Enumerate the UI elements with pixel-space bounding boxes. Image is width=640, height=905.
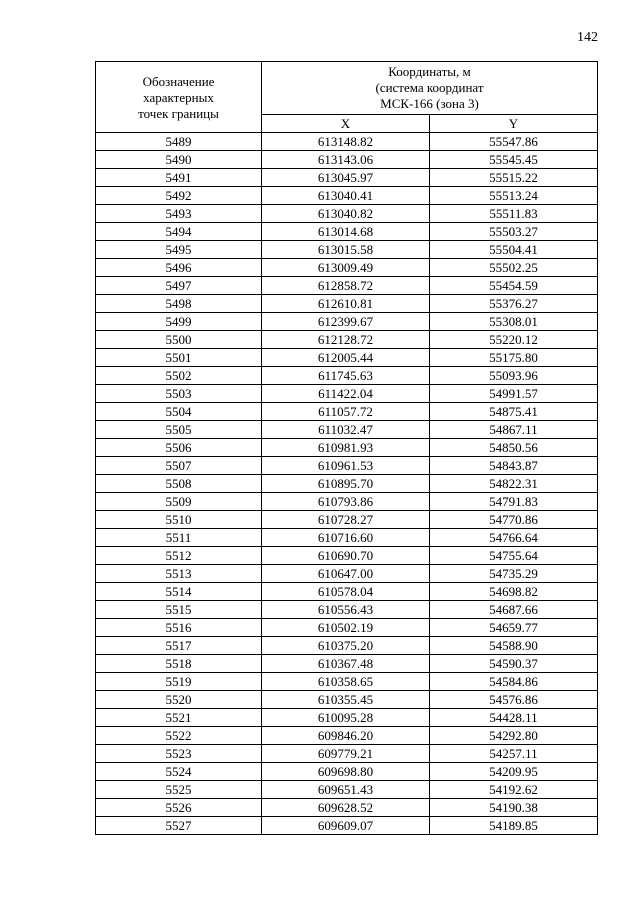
point-id-cell: 5524: [96, 763, 262, 781]
x-coordinate-cell: 613040.41: [262, 187, 430, 205]
table-row: [96, 511, 598, 529]
point-id-cell: 5507: [96, 457, 262, 475]
point-column-header: [96, 62, 262, 133]
table-row: [96, 619, 598, 637]
table-row: [96, 583, 598, 601]
x-coordinate-cell: 610793.86: [262, 493, 430, 511]
point-id-cell: 5509: [96, 493, 262, 511]
y-coordinate-cell: 55376.27: [430, 295, 598, 313]
coordinates-table: [95, 61, 598, 835]
point-id-cell: 5516: [96, 619, 262, 637]
table-row: [96, 277, 598, 295]
table-row: [96, 547, 598, 565]
point-id-cell: 5517: [96, 637, 262, 655]
y-coordinate-cell: 54687.66: [430, 601, 598, 619]
x-coordinate-cell: 610981.93: [262, 439, 430, 457]
x-coordinate-cell: 610367.48: [262, 655, 430, 673]
x-coordinate-cell: 610358.65: [262, 673, 430, 691]
table-row: [96, 205, 598, 223]
point-id-cell: 5512: [96, 547, 262, 565]
table-row: [96, 223, 598, 241]
x-coordinate-cell: 611032.47: [262, 421, 430, 439]
point-id-cell: 5489: [96, 133, 262, 151]
table-row: [96, 817, 598, 835]
x-coordinate-cell: 610728.27: [262, 511, 430, 529]
y-coordinate-cell: 54257.11: [430, 745, 598, 763]
y-coordinate-cell: 54850.56: [430, 439, 598, 457]
y-coordinate-cell: 55093.96: [430, 367, 598, 385]
point-id-cell: 5526: [96, 799, 262, 817]
y-coordinate-cell: 55503.27: [430, 223, 598, 241]
x-coordinate-cell: 611057.72: [262, 403, 430, 421]
y-coordinate-cell: 54755.64: [430, 547, 598, 565]
table-row: [96, 745, 598, 763]
x-coordinate-cell: 609698.80: [262, 763, 430, 781]
table-header: [96, 62, 598, 133]
table-row: [96, 781, 598, 799]
table-row: [96, 169, 598, 187]
y-coordinate-cell: 54576.86: [430, 691, 598, 709]
y-coordinate-cell: 54991.57: [430, 385, 598, 403]
table-row: [96, 331, 598, 349]
point-id-cell: 5513: [96, 565, 262, 583]
y-coordinate-cell: 54192.62: [430, 781, 598, 799]
point-id-cell: 5493: [96, 205, 262, 223]
x-coordinate-cell: 609651.43: [262, 781, 430, 799]
table-row: [96, 655, 598, 673]
point-id-cell: 5519: [96, 673, 262, 691]
table-row: [96, 475, 598, 493]
y-coordinate-cell: 54843.87: [430, 457, 598, 475]
x-coordinate-cell: 610556.43: [262, 601, 430, 619]
table-row: [96, 691, 598, 709]
table-row: [96, 709, 598, 727]
point-id-cell: 5500: [96, 331, 262, 349]
x-coordinate-cell: 612858.72: [262, 277, 430, 295]
table-row: [96, 313, 598, 331]
table-row: [96, 493, 598, 511]
y-coordinate-cell: 54590.37: [430, 655, 598, 673]
y-coordinate-cell: 54190.38: [430, 799, 598, 817]
x-coordinate-cell: 613148.82: [262, 133, 430, 151]
y-coordinate-cell: 54791.83: [430, 493, 598, 511]
x-coordinate-cell: 612128.72: [262, 331, 430, 349]
y-coordinate-cell: 55502.25: [430, 259, 598, 277]
table-row: [96, 637, 598, 655]
x-coordinate-cell: 612610.81: [262, 295, 430, 313]
point-id-cell: 5510: [96, 511, 262, 529]
y-coordinate-cell: 54822.31: [430, 475, 598, 493]
table-row: [96, 133, 598, 151]
y-coordinate-cell: 55515.22: [430, 169, 598, 187]
y-coordinate-cell: 54189.85: [430, 817, 598, 835]
x-coordinate-cell: 609609.07: [262, 817, 430, 835]
x-coordinate-cell: 610961.53: [262, 457, 430, 475]
point-id-cell: 5515: [96, 601, 262, 619]
table-row: [96, 673, 598, 691]
page-number: 142: [577, 30, 598, 45]
y-coordinate-cell: 54428.11: [430, 709, 598, 727]
point-id-cell: 5498: [96, 295, 262, 313]
y-column-header: Y: [430, 115, 598, 133]
x-coordinate-cell: 610690.70: [262, 547, 430, 565]
y-coordinate-cell: 54698.82: [430, 583, 598, 601]
x-coordinate-cell: 613009.49: [262, 259, 430, 277]
point-id-cell: 5525: [96, 781, 262, 799]
x-coordinate-cell: 609628.52: [262, 799, 430, 817]
point-id-cell: 5522: [96, 727, 262, 745]
table-row: [96, 295, 598, 313]
x-coordinate-cell: 610095.28: [262, 709, 430, 727]
table-row: [96, 565, 598, 583]
y-coordinate-cell: 55308.01: [430, 313, 598, 331]
x-coordinate-cell: 610355.45: [262, 691, 430, 709]
y-coordinate-cell: 55547.86: [430, 133, 598, 151]
y-coordinate-cell: 55220.12: [430, 331, 598, 349]
point-header-line: Обозначение: [142, 74, 215, 89]
table-row: [96, 601, 598, 619]
point-id-cell: 5520: [96, 691, 262, 709]
point-header-line: точек границы: [138, 106, 219, 121]
table-row: [96, 241, 598, 259]
x-coordinate-cell: 613015.58: [262, 241, 430, 259]
y-coordinate-cell: 55545.45: [430, 151, 598, 169]
table-row: [96, 187, 598, 205]
y-coordinate-cell: 55513.24: [430, 187, 598, 205]
table-row: [96, 439, 598, 457]
x-coordinate-cell: 611745.63: [262, 367, 430, 385]
point-id-cell: 5527: [96, 817, 262, 835]
x-coordinate-cell: 610578.04: [262, 583, 430, 601]
coordinates-column-header: [262, 62, 598, 115]
y-coordinate-cell: 54584.86: [430, 673, 598, 691]
x-coordinate-cell: 610502.19: [262, 619, 430, 637]
point-id-cell: 5511: [96, 529, 262, 547]
table-row: [96, 385, 598, 403]
y-coordinate-cell: 54209.95: [430, 763, 598, 781]
table-row: [96, 529, 598, 547]
coords-header-line: Координаты, м: [388, 64, 471, 79]
table-row: [96, 727, 598, 745]
point-id-cell: 5518: [96, 655, 262, 673]
point-id-cell: 5490: [96, 151, 262, 169]
table-body: [96, 133, 598, 835]
x-coordinate-cell: 612399.67: [262, 313, 430, 331]
y-coordinate-cell: 55504.41: [430, 241, 598, 259]
y-coordinate-cell: 55454.59: [430, 277, 598, 295]
point-id-cell: 5505: [96, 421, 262, 439]
table-row: [96, 349, 598, 367]
x-coordinate-cell: 611422.04: [262, 385, 430, 403]
table-row: [96, 421, 598, 439]
x-coordinate-cell: 613040.82: [262, 205, 430, 223]
y-coordinate-cell: 54770.86: [430, 511, 598, 529]
point-id-cell: 5502: [96, 367, 262, 385]
point-id-cell: 5492: [96, 187, 262, 205]
coords-header-line: МСК-166 (зона 3): [380, 96, 479, 111]
x-coordinate-cell: 613045.97: [262, 169, 430, 187]
table-row: [96, 259, 598, 277]
point-id-cell: 5495: [96, 241, 262, 259]
table-row: [96, 367, 598, 385]
x-coordinate-cell: 610647.00: [262, 565, 430, 583]
point-id-cell: 5504: [96, 403, 262, 421]
x-coordinate-cell: 613143.06: [262, 151, 430, 169]
y-coordinate-cell: 54292.80: [430, 727, 598, 745]
point-id-cell: 5508: [96, 475, 262, 493]
x-coordinate-cell: 613014.68: [262, 223, 430, 241]
table-row: [96, 403, 598, 421]
table-row: [96, 799, 598, 817]
x-coordinate-cell: 609779.21: [262, 745, 430, 763]
x-coordinate-cell: 610375.20: [262, 637, 430, 655]
y-coordinate-cell: 54588.90: [430, 637, 598, 655]
point-id-cell: 5514: [96, 583, 262, 601]
x-coordinate-cell: 609846.20: [262, 727, 430, 745]
coords-header-line: (система координат: [375, 80, 484, 95]
point-id-cell: 5506: [96, 439, 262, 457]
point-id-cell: 5491: [96, 169, 262, 187]
point-id-cell: 5503: [96, 385, 262, 403]
point-id-cell: 5523: [96, 745, 262, 763]
point-id-cell: 5494: [96, 223, 262, 241]
x-coordinate-cell: 612005.44: [262, 349, 430, 367]
table-row: [96, 151, 598, 169]
x-coordinate-cell: 610895.70: [262, 475, 430, 493]
y-coordinate-cell: 54735.29: [430, 565, 598, 583]
table-row: [96, 763, 598, 781]
point-id-cell: 5496: [96, 259, 262, 277]
point-id-cell: 5521: [96, 709, 262, 727]
point-header-line: характерных: [143, 90, 214, 105]
y-coordinate-cell: 54659.77: [430, 619, 598, 637]
point-id-cell: 5497: [96, 277, 262, 295]
y-coordinate-cell: 54875.41: [430, 403, 598, 421]
y-coordinate-cell: 55511.83: [430, 205, 598, 223]
header-row-top: [96, 62, 598, 115]
y-coordinate-cell: 54867.11: [430, 421, 598, 439]
y-coordinate-cell: 54766.64: [430, 529, 598, 547]
x-coordinate-cell: 610716.60: [262, 529, 430, 547]
table-row: [96, 457, 598, 475]
point-id-cell: 5499: [96, 313, 262, 331]
y-coordinate-cell: 55175.80: [430, 349, 598, 367]
x-column-header: X: [262, 115, 430, 133]
point-id-cell: 5501: [96, 349, 262, 367]
